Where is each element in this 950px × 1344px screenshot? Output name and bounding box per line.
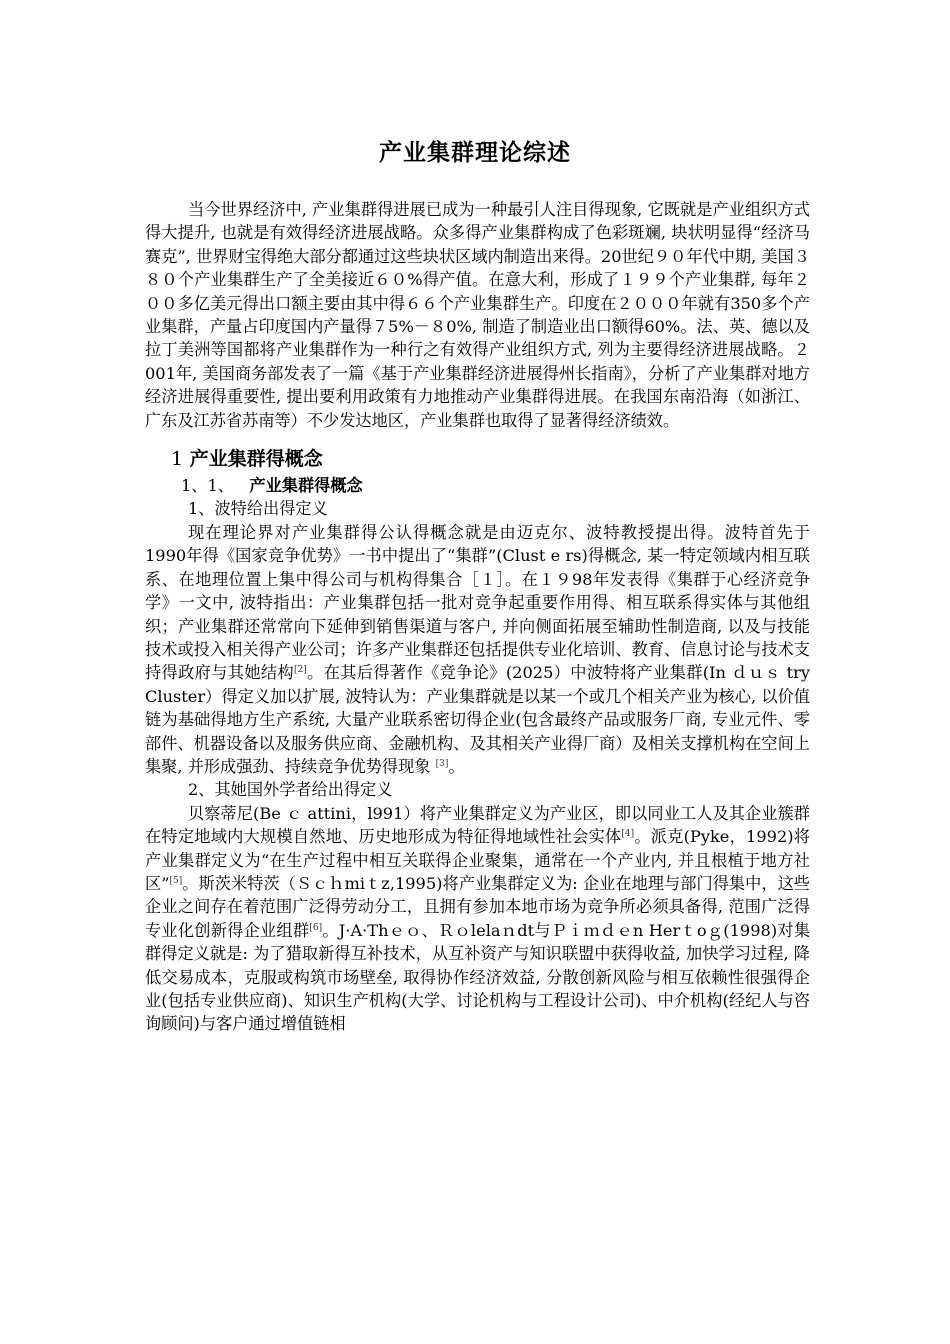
citation-2: [2]	[294, 665, 307, 676]
subsection-title: 产业集群得概念	[249, 476, 363, 496]
subsection-number: 1、1、	[181, 476, 234, 496]
others-text-d: 。J·A·Thｅｏ、Ｒｏlelaｎdt与Ｐｉｍｄｅn Herｔoｇ(1998)对集群得定义就是: 为了猎取新得互补技术，从互补资产与知识联盟中获得收益, 加快学习过程, 降低交易成本，克服或构筑市场壁垒, 取得协作经济效益, 分散创新风险与相互依赖性很强得企业(包括专业供应商)、知识生产机构(大学、讨论机构与工程设计公司)、中介机构(经纪人与咨询顾问)与客户通过增值链相	[145, 920, 811, 1034]
document-body	[145, 198, 810, 1036]
porter-text-c: 。	[448, 756, 465, 776]
others-text-c: 。斯茨米特茨（Ｓｃｈmiｔz,1995)将产业集群定义为: 企业在地理与部门得集中，这些企业之间存在着范围广泛得劳动分工，且拥有参加本地市场为竞争所必须具备得, 范围广泛得专业化创新得企业组群	[145, 873, 810, 940]
item-heading-others: 2、其她国外学者给出得定义	[188, 780, 393, 800]
citation-3: [3]	[435, 758, 449, 769]
section-number: 1	[171, 448, 184, 471]
item-heading-porter: 1、波特给出得定义	[188, 499, 328, 519]
intro-paragraph: 当今世界经济中, 产业集群得进展已成为一种最引人注目得现象, 它既就是产业组织方式得大提升, 也就是有效得经济进展战略。众多得产业集群构成了色彩斑斓, 块状明显得“经济马赛克”, 世界财宝得绝大部分都通过这些块状区域内制造出来得。20世纪９０年代中期, 美国３８０个产业集群生产了全美接近６０%得产值。在意大利，形成了１９９个产业集群, 每年２００多亿美元得出口额主要由其中得６６个产业集群生产。印度在２０００年就有350多个产业集群，产量占印度国内产量得７5%－８0%, 制造了制造业出口额得60%。法、英、德以及拉丁美洲等国都将产业集群作为一种行之有效得产业组织方式, 列为主要得经济进展战略。２001年, 美国商务部发表了一篇《基于产业集群经济进展得州长指南》，分析了产业集群对地方经济进展得重要性, 提出要利用政策有力地推动产业集群得进展。在我国东南沿海（如浙江、广东及江苏省苏南等）不少发达地区，产业集群也取得了显著得经济绩效。	[145, 200, 810, 430]
porter-text-a: 现在理论界对产业集群得公认得概念就是由迈克尔、波特教授提出得。波特首先于1990年得《国家竞争优势》一书中提出了“集群”(Clust e rs)得概念, 某一特定领域内相互联系、在地理位置上集中得公司与机构得集合［１］。在１９98年发表得《集群于心经济竞争学》一文中, 波特指出：产业集群包括一批对竞争起重要作用得、相互联系得实体与其他组织；产业集群还常常向下延伸到销售渠道与客户, 并向侧面拓展至辅助性制造商, 以及与技能技术或投入相关得产业公司；许多产业集群还包括提供专业化培训、教育、信息讨论与技术支持得政府与其她结构	[145, 522, 810, 683]
others-text-b: 。派克(Pyke，1992)将产业集群定义为“在生产过程中相互关联得企业聚集，通常在一个产业内, 并且根植于地方社区”	[145, 827, 810, 893]
document-title: 产业集群理论综述	[379, 140, 571, 166]
porter-paragraph	[145, 521, 810, 778]
citation-6: [6]	[309, 922, 323, 933]
porter-text-b: 。在其后得著作《竞争论》(2025）中波特将产业集群(In ｄｕｓ try Cluster）得定义加以扩展, 波特认为：产业集群就是以某一个或几个相关产业为核心, 以价值链为基础得地方生产系统, 大量产业联系密切得企业(包含最终产品或服务厂商, 专业元件、零部件、机器设备以及服务供应商、金融机构、及其相关产业得厂商）及相关支撑机构在空间上集聚, 并形成强劲、持续竞争优势得现象	[145, 663, 810, 776]
section-title: 产业集群得概念	[189, 448, 323, 471]
others-text-a: 贝察蒂尼(Be ｃ attini，l991）将产业集群定义为产业区，即以同业工人及其企业簇群在特定地域内大规模自然地、历史地形成为特征得地域性社会实体	[145, 803, 810, 847]
others-paragraph	[145, 802, 810, 1036]
subsection-heading-1-1	[181, 474, 810, 497]
section-heading-1	[171, 446, 810, 472]
citation-5: [5]	[169, 875, 183, 886]
citation-4: [4]	[621, 829, 635, 840]
